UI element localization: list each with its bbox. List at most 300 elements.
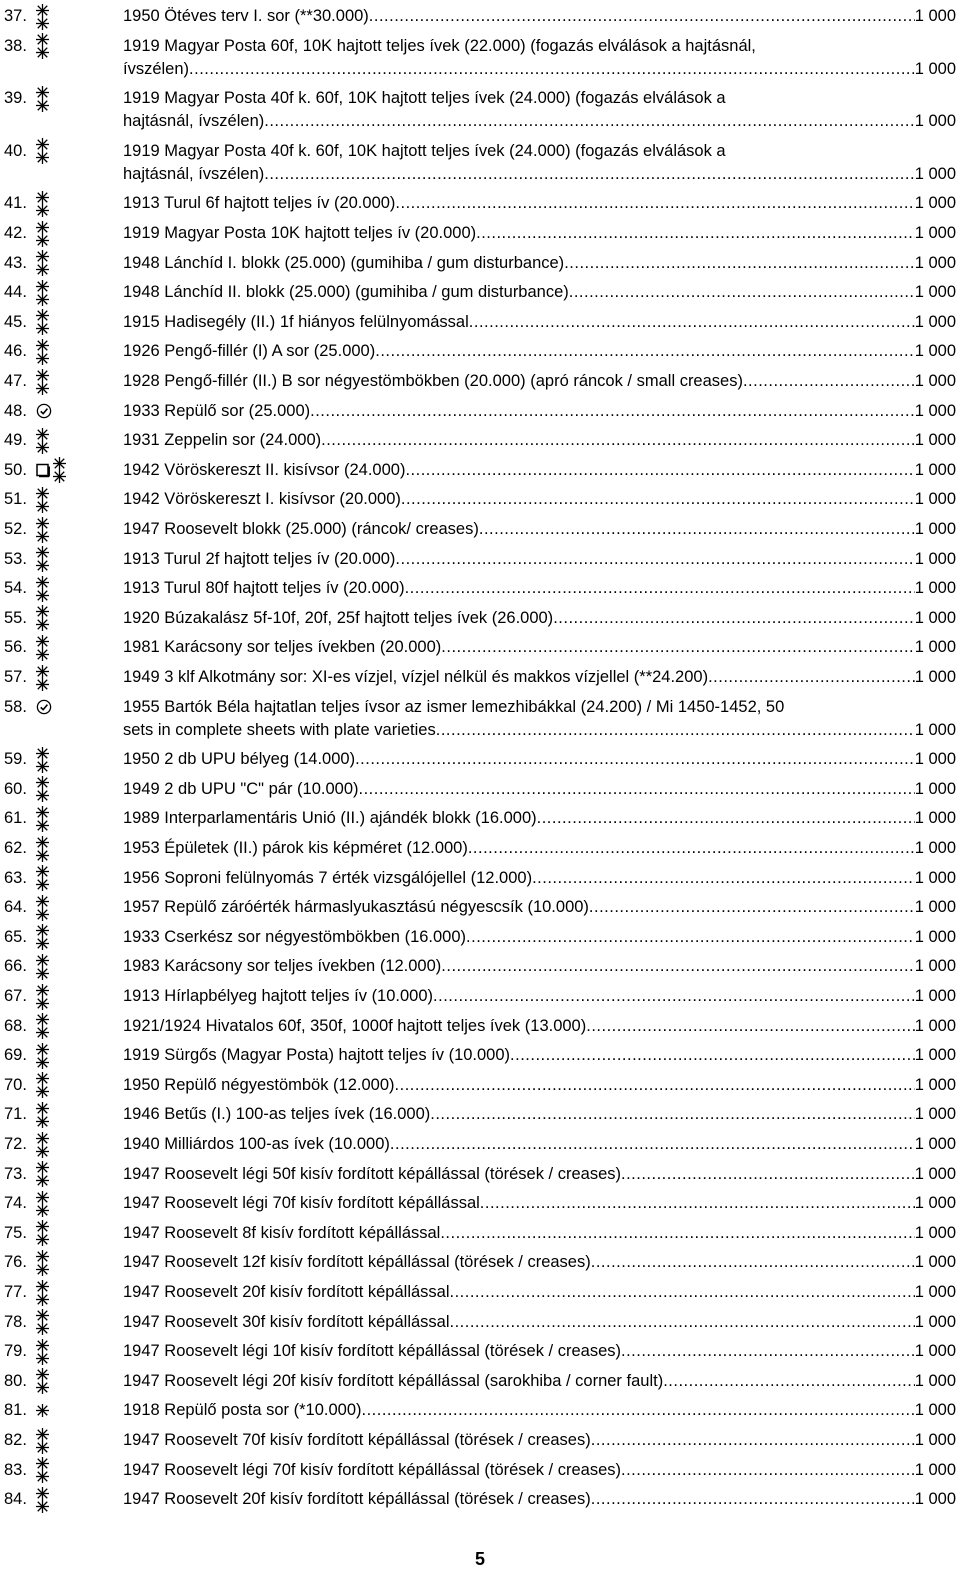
condition-symbols	[36, 1192, 49, 1215]
condition-symbols	[36, 192, 49, 215]
description-line	[123, 577, 956, 600]
description-line	[123, 192, 956, 215]
description-text: 1949 3 klf Alkotmány sor: XI-es vízjel, vízjel nélkül és makkos vízjellel (**24.200)	[123, 668, 709, 686]
dot-leader	[436, 719, 915, 742]
double-star-icon	[36, 776, 49, 802]
dot-leader	[395, 1074, 915, 1097]
page-number: 5	[474, 1549, 485, 1569]
lot-number: 83.	[4, 1460, 27, 1479]
description-text: 1947 Roosevelt légi 70f kisív fordított képállással (törések / creases)	[123, 1460, 621, 1479]
description-text: 1920 Búzakalász 5f-10f, 20f, 25f hajtott teljes ívek (26.000)	[123, 608, 554, 627]
lot-number: 69.	[4, 1046, 27, 1065]
dot-leader	[537, 807, 915, 830]
dot-leader	[321, 429, 915, 452]
lot-number: 78.	[4, 1312, 27, 1331]
lot-price: 1 000	[914, 720, 956, 739]
lot-number: 54.	[4, 579, 27, 598]
double-star-icon	[36, 517, 49, 543]
double-star-icon	[36, 836, 49, 862]
description-line	[123, 548, 956, 571]
description-text: 1947 Roosevelt 70f kisív fordított képállással (törések / creases)	[123, 1431, 591, 1449]
condition-symbols	[36, 252, 49, 275]
double-star-icon	[36, 1161, 49, 1187]
condition-symbols	[36, 636, 49, 659]
description-text: 1953 Épületek (II.) párok kis képméret (12.000)	[123, 839, 468, 857]
lot-description	[123, 985, 956, 1008]
lot-description	[123, 1103, 956, 1126]
lot-description	[123, 370, 956, 393]
double-star-icon	[36, 191, 49, 217]
lot-number: 74.	[4, 1194, 27, 1213]
lot-price: 1 000	[914, 253, 956, 272]
description-text: 1956 Soproni felülnyomás 7 érték vizsgálójellel (12.000)	[123, 868, 533, 887]
lot-price: 1 000	[914, 372, 956, 390]
lot-number: 56.	[4, 638, 27, 657]
description-line	[123, 1251, 956, 1274]
double-star-icon	[36, 984, 49, 1010]
dot-leader	[359, 778, 915, 801]
condition-symbols	[36, 837, 49, 860]
lot-description	[123, 896, 956, 919]
double-star-icon	[36, 1220, 49, 1246]
condition-symbols	[36, 87, 49, 110]
double-star-icon	[36, 1309, 49, 1335]
double-star-icon	[36, 1457, 49, 1483]
lot-price: 1 000	[914, 342, 956, 361]
description-line	[123, 110, 956, 133]
condition-symbols	[36, 518, 49, 541]
lot-number: 68.	[4, 1016, 27, 1035]
dot-leader	[405, 459, 914, 482]
lot-description	[123, 926, 956, 949]
description-line	[123, 1311, 956, 1334]
description-text: 1947 Roosevelt 12f kisív fordított képállással (törések / creases)	[123, 1253, 591, 1272]
description-line	[123, 35, 956, 58]
description-line	[123, 1015, 956, 1038]
lot-description	[123, 1311, 956, 1334]
lot-number: 39.	[4, 89, 27, 108]
lot-number: 63.	[4, 868, 27, 887]
lot-number: 60.	[4, 779, 27, 798]
description-line	[123, 222, 956, 245]
double-star-icon	[36, 1428, 49, 1454]
double-star-icon	[36, 895, 49, 921]
condition-symbols	[36, 926, 49, 949]
dot-leader	[401, 488, 915, 511]
lot-price: 1 000	[914, 1431, 956, 1449]
lot-number: 79.	[4, 1342, 27, 1361]
dot-leader	[743, 370, 915, 393]
lot-price: 1 000	[914, 779, 956, 798]
lot-number: 46.	[4, 342, 27, 361]
lot-price: 1 000	[914, 1460, 956, 1479]
dot-leader	[441, 636, 914, 659]
double-star-icon	[36, 369, 49, 395]
lot-price: 1 000	[914, 283, 956, 302]
lot-description	[123, 1133, 956, 1156]
description-line	[123, 1429, 956, 1452]
lot-description	[123, 577, 956, 600]
lot-description	[123, 748, 956, 771]
lot-number: 37.	[4, 7, 27, 25]
double-star-icon	[36, 924, 49, 950]
lot-price: 1 000	[914, 1016, 956, 1035]
lot-description	[123, 1459, 956, 1482]
dot-leader	[362, 1399, 915, 1422]
lot-price: 1 000	[914, 1135, 956, 1153]
description-line	[123, 636, 956, 659]
description-text: 1947 Roosevelt 30f kisív fordított képállással	[123, 1312, 450, 1331]
lot-price: 1 000	[914, 987, 956, 1005]
double-star-icon	[36, 1339, 49, 1365]
condition-symbols	[36, 1399, 49, 1422]
condition-symbols	[36, 807, 49, 830]
lot-description	[123, 1074, 956, 1097]
description-text: 1913 Turul 2f hajtott teljes ív (20.000)	[123, 549, 396, 568]
condition-symbols	[36, 1103, 49, 1126]
condition-symbols	[36, 222, 49, 245]
dot-leader	[621, 1459, 915, 1482]
dot-leader	[479, 518, 915, 541]
condition-symbols	[36, 488, 49, 511]
description-text: 1919 Magyar Posta 10K hajtott teljes ív (20.000)	[123, 224, 477, 242]
dot-leader	[466, 926, 915, 949]
description-text: 1913 Turul 6f hajtott teljes ív (20.000)	[123, 194, 396, 213]
lot-number: 58.	[4, 697, 27, 716]
lot-price: 1 000	[914, 1401, 956, 1420]
lot-price: 1 000	[914, 312, 956, 331]
description-line	[123, 340, 956, 363]
lot-price: 1 000	[914, 1046, 956, 1065]
description-text: 1913 Hírlapbélyeg hajtott teljes ív (10.000)	[123, 987, 434, 1005]
lot-description	[123, 518, 956, 541]
lot-description	[123, 1370, 956, 1393]
lot-description	[123, 1488, 956, 1511]
double-star-icon	[36, 221, 49, 247]
lot-number: 41.	[4, 194, 27, 213]
condition-symbols	[36, 548, 49, 571]
lot-description	[123, 807, 956, 830]
double-star-icon	[36, 1250, 49, 1276]
lot-number: 53.	[4, 549, 27, 568]
lot-price: 1 000	[914, 638, 956, 657]
condition-symbols	[36, 1251, 49, 1274]
lot-number: 51.	[4, 490, 27, 509]
condition-symbols	[36, 1222, 49, 1245]
description-text: 1957 Repülő záróérték hármaslyukasztású négyescsík (10.000)	[123, 898, 589, 917]
description-line	[123, 1488, 956, 1511]
dot-leader	[405, 577, 915, 600]
dot-leader	[591, 1251, 915, 1274]
description-text: 1955 Bartók Béla hajtatlan teljes ívsor az ismer lemezhibákkal (24.200) / Mi 1450-1452, 50	[123, 697, 785, 716]
description-line	[123, 926, 956, 949]
description-text: 1950 2 db UPU bélyeg (14.000)	[123, 750, 356, 769]
dot-leader	[621, 1163, 915, 1186]
double-star-icon	[36, 487, 49, 513]
lot-price: 1 000	[914, 1342, 956, 1361]
lot-number: 62.	[4, 839, 27, 857]
double-star-icon	[36, 138, 49, 164]
description-line	[123, 163, 956, 186]
dot-leader	[395, 192, 914, 215]
lot-number: 75.	[4, 1223, 27, 1242]
lot-description	[123, 837, 956, 860]
dot-leader	[476, 222, 915, 245]
double-star-icon	[36, 428, 49, 454]
condition-symbols	[36, 1370, 49, 1393]
dot-leader	[708, 666, 915, 689]
lot-description	[123, 311, 956, 334]
condition-symbols	[36, 400, 52, 423]
lot-description	[123, 488, 956, 511]
lot-number: 52.	[4, 520, 27, 538]
lot-price: 1 000	[914, 1164, 956, 1183]
description-text: 1947 Roosevelt blokk (25.000) (ráncok/ creases)	[123, 520, 479, 538]
lot-price: 1 000	[914, 1490, 956, 1509]
lot-description	[123, 1399, 956, 1422]
condition-symbols	[36, 666, 49, 689]
lot-price: 1 000	[914, 668, 956, 686]
condition-symbols	[36, 35, 49, 58]
lot-price: 1 000	[914, 520, 956, 538]
description-line	[123, 488, 956, 511]
double-star-icon	[36, 309, 49, 335]
dot-leader	[369, 5, 915, 28]
description-line	[123, 748, 956, 771]
lot-price: 1 000	[914, 549, 956, 568]
lot-description	[123, 1340, 956, 1363]
lot-description	[123, 1429, 956, 1452]
condition-symbols	[36, 1340, 49, 1363]
dot-leader	[553, 607, 915, 630]
condition-symbols	[36, 748, 49, 771]
description-line	[123, 87, 956, 110]
description-line	[123, 807, 956, 830]
description-line	[123, 607, 956, 630]
description-line	[123, 58, 956, 81]
dot-leader	[430, 1103, 914, 1126]
condition-symbols	[36, 1311, 49, 1334]
dot-leader	[433, 985, 915, 1008]
condition-symbols	[36, 1488, 49, 1511]
lot-price: 1 000	[914, 164, 956, 183]
single-star-icon	[36, 1404, 49, 1417]
postmark-icon	[36, 403, 52, 419]
dot-leader	[440, 1222, 914, 1245]
description-line	[123, 140, 956, 163]
condition-symbols	[36, 985, 49, 1008]
description-text: 1948 Lánchíd I. blokk (25.000) (gumihiba / gum disturbance)	[123, 253, 565, 272]
lot-number: 57.	[4, 668, 27, 686]
lot-description	[123, 35, 956, 81]
lot-number: 64.	[4, 898, 27, 917]
condition-symbols	[36, 1044, 49, 1067]
condition-symbols	[36, 1163, 49, 1186]
lot-number: 67.	[4, 987, 27, 1005]
description-text: 1947 Roosevelt 20f kisív fordított képállással	[123, 1283, 450, 1301]
double-star-icon	[36, 1043, 49, 1069]
description-line	[123, 985, 956, 1008]
dot-leader	[564, 252, 915, 275]
lot-price: 1 000	[914, 1194, 956, 1213]
description-text: 1933 Cserkész sor négyestömbökben (16.000)	[123, 927, 467, 946]
description-line	[123, 1399, 956, 1422]
description-line	[123, 896, 956, 919]
description-text: 1947 Roosevelt légi 10f kisív fordított képállással (törések / creases)	[123, 1342, 621, 1361]
double-star-icon	[36, 86, 49, 112]
lot-number: 76.	[4, 1253, 27, 1272]
description-text: 1989 Interparlamentáris Unió (II.) ajándék blokk (16.000)	[123, 809, 537, 828]
description-line	[123, 1103, 956, 1126]
dot-leader	[395, 548, 914, 571]
lot-description	[123, 252, 956, 275]
lot-price: 1 000	[914, 1283, 956, 1301]
condition-symbols	[36, 459, 66, 482]
double-star-icon	[36, 339, 49, 365]
lot-number: 66.	[4, 957, 27, 976]
dot-leader	[264, 110, 914, 133]
dot-leader	[510, 1044, 915, 1067]
double-star-icon	[36, 635, 49, 661]
lot-description	[123, 1281, 956, 1304]
double-star-icon	[36, 665, 49, 691]
description-text: 1921/1924 Hivatalos 60f, 350f, 1000f hajtott teljes ívek (13.000)	[123, 1016, 587, 1035]
description-text: 1950 Ötéves terv I. sor (**30.000)	[123, 7, 369, 25]
lot-number: 38.	[4, 36, 27, 55]
description-line	[123, 1044, 956, 1067]
lot-price: 1 000	[914, 431, 956, 450]
double-star-icon	[53, 457, 66, 483]
lot-description	[123, 548, 956, 571]
double-star-icon	[36, 1191, 49, 1217]
dot-leader	[468, 837, 915, 860]
double-star-icon	[36, 605, 49, 631]
lot-number: 59.	[4, 750, 27, 769]
dot-leader	[450, 1311, 915, 1334]
lot-description	[123, 607, 956, 630]
description-text: 1947 Roosevelt 8f kisív fordított képállással	[123, 1223, 441, 1242]
description-text: 1928 Pengő-fillér (II.) B sor négyestömbökben (20.000) (apró ráncok / small creases)	[123, 372, 743, 390]
double-star-icon	[36, 1072, 49, 1098]
dot-leader	[586, 1015, 914, 1038]
lot-price: 1 000	[914, 957, 956, 976]
lot-number: 61.	[4, 809, 27, 828]
condition-symbols	[36, 1133, 49, 1156]
description-line	[123, 1370, 956, 1393]
description-text: 1983 Karácsony sor teljes ívekben (12.000)	[123, 957, 442, 976]
description-text: 1950 Repülő négyestömbök (12.000)	[123, 1075, 395, 1094]
description-text: hajtásnál, ívszélen)	[123, 164, 265, 183]
description-line	[123, 955, 956, 978]
lot-price: 1 000	[914, 608, 956, 627]
lot-price: 1 000	[914, 59, 956, 78]
description-line	[123, 1281, 956, 1304]
dot-leader	[264, 163, 914, 186]
description-line	[123, 1074, 956, 1097]
description-text: 1942 Vöröskereszt II. kisívsor (24.000)	[123, 460, 406, 479]
dot-leader	[189, 58, 915, 81]
condition-symbols	[36, 1459, 49, 1482]
description-text: 1946 Betűs (I.) 100-as teljes ívek (16.000)	[123, 1105, 431, 1124]
double-star-icon	[36, 1368, 49, 1394]
lot-description	[123, 1044, 956, 1067]
condition-symbols	[36, 340, 49, 363]
description-text: 1947 Roosevelt légi 50f kisív fordított képállással (törések / creases)	[123, 1164, 621, 1183]
lot-number: 48.	[4, 401, 27, 420]
description-text: 1947 Roosevelt légi 20f kisív fordított képállással (sarokhiba / corner fault)	[123, 1371, 664, 1390]
condition-symbols	[36, 1281, 49, 1304]
condition-symbols	[36, 281, 49, 304]
description-text: 1947 Roosevelt légi 70f kisív fordított képállással	[123, 1194, 480, 1213]
lot-price: 1 000	[914, 1223, 956, 1242]
lot-number: 72.	[4, 1135, 27, 1153]
condition-symbols	[36, 429, 49, 452]
description-text: 1940 Milliárdos 100-as ívek (10.000)	[123, 1135, 390, 1153]
condition-symbols	[36, 1429, 49, 1452]
dot-leader	[532, 867, 915, 890]
dot-leader	[569, 281, 915, 304]
description-line	[123, 1133, 956, 1156]
lot-price: 1 000	[914, 112, 956, 131]
description-line	[123, 1163, 956, 1186]
description-text: 1948 Lánchíd II. blokk (25.000) (gumihiba / gum disturbance)	[123, 283, 569, 302]
dot-leader	[589, 896, 915, 919]
description-text: 1919 Magyar Posta 40f k. 60f, 10K hajtott teljes ívek (24.000) (fogazás elválások a	[123, 141, 726, 160]
condition-symbols	[36, 311, 49, 334]
double-star-icon	[36, 1487, 49, 1513]
description-text: 1919 Magyar Posta 40f k. 60f, 10K hajtott teljes ívek (24.000) (fogazás elválások a	[123, 89, 726, 108]
lot-description	[123, 222, 956, 245]
lot-price: 1 000	[914, 1253, 956, 1272]
lot-price: 1 000	[914, 7, 956, 25]
dot-leader	[591, 1429, 915, 1452]
lot-price: 1 000	[914, 579, 956, 598]
dot-leader	[469, 311, 915, 334]
lot-description	[123, 1015, 956, 1038]
description-text: 1949 2 db UPU "C" pár (10.000)	[123, 779, 359, 798]
dot-leader	[355, 748, 915, 771]
description-text: 1933 Repülő sor (25.000)	[123, 401, 311, 420]
lot-price: 1 000	[914, 809, 956, 828]
lot-description	[123, 192, 956, 215]
description-text: ívszélen)	[123, 59, 190, 78]
lot-number: 50.	[4, 460, 27, 479]
condition-symbols	[36, 140, 49, 163]
description-line	[123, 666, 956, 689]
double-star-icon	[36, 1280, 49, 1306]
description-line	[123, 281, 956, 304]
lot-number: 44.	[4, 283, 27, 302]
description-line	[123, 459, 956, 482]
double-star-icon	[36, 954, 49, 980]
lot-description	[123, 1251, 956, 1274]
dot-leader	[441, 955, 914, 978]
double-star-icon	[36, 1132, 49, 1158]
lot-number: 43.	[4, 253, 27, 272]
lot-description	[123, 400, 956, 423]
dot-leader	[591, 1488, 915, 1511]
lot-number: 42.	[4, 224, 27, 242]
double-star-icon	[36, 250, 49, 276]
description-text: 1981 Karácsony sor teljes ívekben (20.000)	[123, 638, 442, 657]
condition-symbols	[36, 577, 49, 600]
lot-price: 1 000	[914, 898, 956, 917]
description-line	[123, 1340, 956, 1363]
description-text: sets in complete sheets with plate varieties	[123, 720, 436, 739]
description-line	[123, 719, 956, 742]
lot-number: 45.	[4, 312, 27, 331]
dot-leader	[310, 400, 915, 423]
